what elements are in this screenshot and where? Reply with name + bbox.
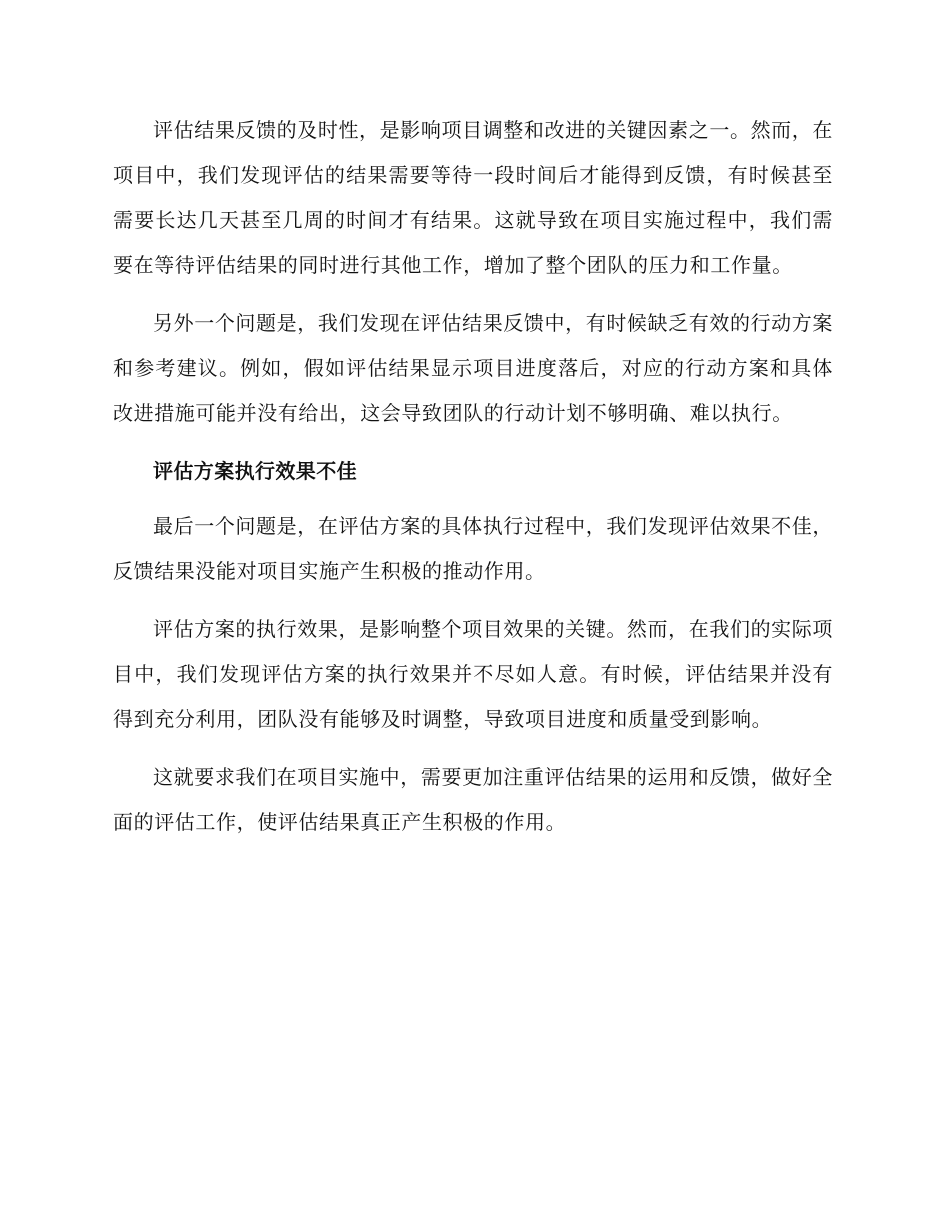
paragraph-conclusion: 这就要求我们在项目实施中，需要更加注重评估结果的运用和反馈，做好全面的评估工作，使评估结果真正产生积极的作用。 xyxy=(113,765,833,834)
paragraph-execution-effect: 评估方案的执行效果，是影响整个项目效果的关键。然而，在我们的实际项目中，我们发现评估方案的执行效果并不尽如人意。有时候，评估结果并没有得到充分利用，团队没有能够及时调整，导致项目进度和质量受到影响。 xyxy=(113,617,833,731)
document-page xyxy=(113,108,833,845)
section-heading: 评估方案执行效果不佳 xyxy=(153,459,357,483)
paragraph-feedback-timeliness: 评估结果反馈的及时性，是影响项目调整和改进的关键因素之一。然而，在项目中，我们发现评估的结果需要等待一段时间后才能得到反馈，有时候甚至需要长达几天甚至几周的时间才有结果。这就导致在项目实施过程中，我们需要在等待评估结果的同时进行其他工作，增加了整个团队的压力和工作量。 xyxy=(113,118,833,277)
paragraph-missing-action-plans: 另外一个问题是，我们发现在评估结果反馈中，有时候缺乏有效的行动方案和参考建议。例如，假如评估结果显示项目进度落后，对应的行动方案和具体改进措施可能并没有给出，这会导致团队的行动计划不够明确、难以执行。 xyxy=(113,311,833,425)
paragraph-poor-execution: 最后一个问题是，在评估方案的具体执行过程中，我们发现评估效果不佳，反馈结果没能对项目实施产生积极的推动作用。 xyxy=(113,514,833,583)
